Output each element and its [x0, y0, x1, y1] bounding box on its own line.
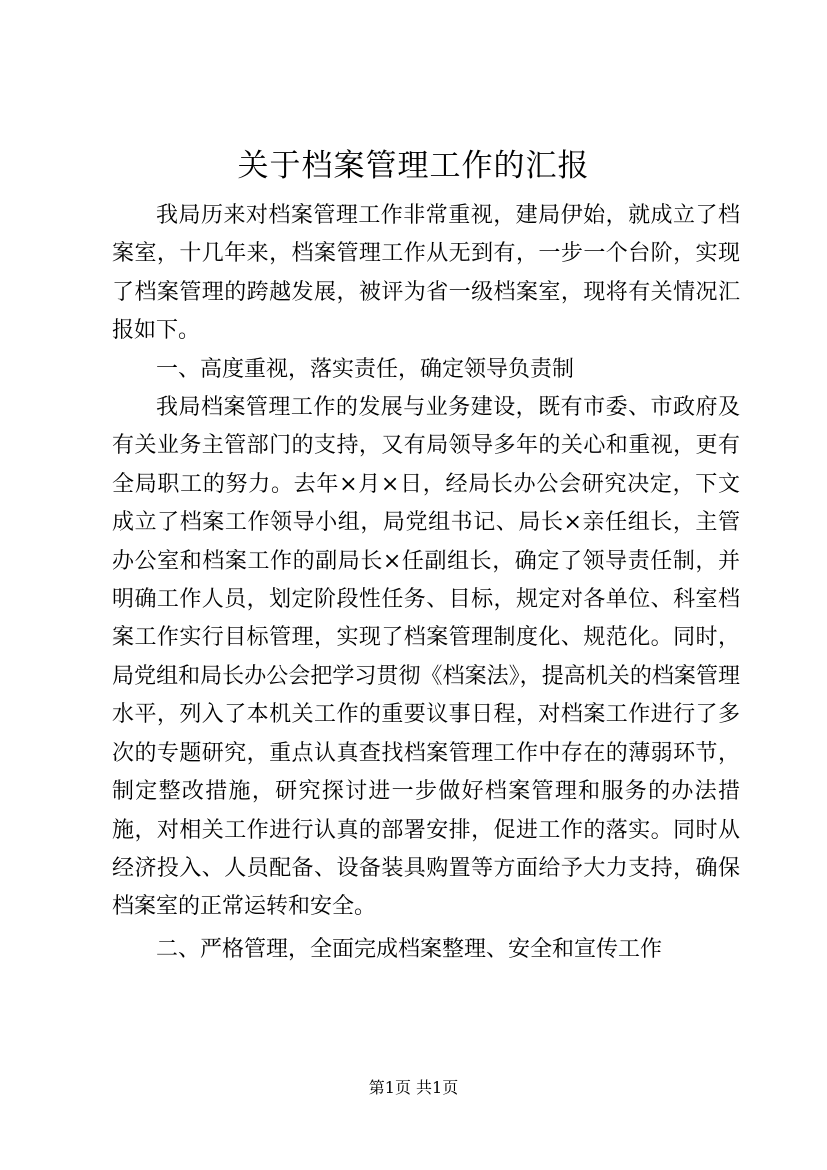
section-1-paragraph: 我局档案管理工作的发展与业务建设，既有市委、市政府及有关业务主管部门的支持，又有局领导多年的关心和重视，更有全局职工的努力。去年×月×日，经局长办公会研究决定，下文成立了档案工作领导小组，局党组书记、局长×亲任组长，主管办公室和档案工作的副局长×任副组长，确定了领导责任制，并明确工作人员，划定阶段性任务、目标，规定对各单位、科室档案工作实行目标管理，实现了档案管理制度化、规范化。同时，局党组和局长办公会把学习贯彻《档案法》，提高机关的档案管理水平，列入了本机关工作的重要议事日程，对档案工作进行了多次的专题研究，重点认真查找档案管理工作中存在的薄弱环节，制定整改措施，研究探讨进一步做好档案管理和服务的办法措施，对相关工作进行认真的部署安排，促进工作的落实。同时从经济投入、人员配备、设备装具购置等方面给予大力支持，确保档案室的正常运转和安全。 [112, 395, 740, 920]
document-title: 关于档案管理工作的汇报 [237, 148, 590, 184]
page-footer: 第1页 共1页 [368, 1078, 459, 1097]
intro-paragraph: 我局历来对档案管理工作非常重视，建局伊始，就成立了档案室，十几年来，档案管理工作从无到有，一步一个台阶，实现了档案管理的跨越发展，被评为省一级档案室，现将有关情况汇报如下。 [112, 203, 740, 344]
section-heading-2: 二、严格管理，全面完成档案整理、安全和宣传工作 [156, 936, 663, 962]
section-heading-1: 一、高度重视，落实责任，确定领导负责制 [156, 356, 575, 382]
document-body [112, 197, 740, 969]
